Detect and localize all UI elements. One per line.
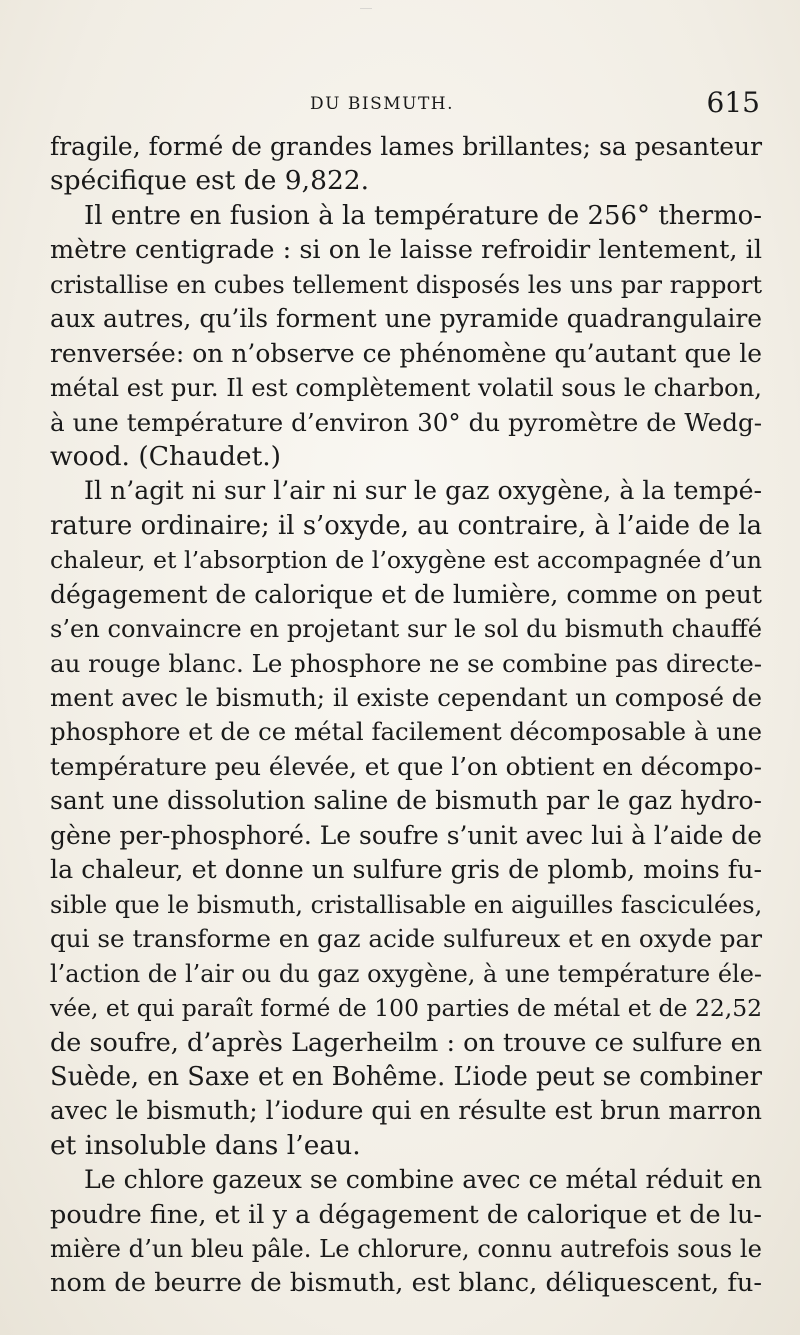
text-line: température peu élevée, et que l’on obtient en décompo- [50, 751, 762, 781]
text-line: wood. (Chaudet.) [50, 440, 282, 472]
text-line: fragile, formé de grandes lames brillantes; sa pesanteur [50, 132, 762, 161]
text-line: sant une dissolution saline de bismuth par le gaz hydro- [50, 786, 762, 816]
text-line: Le chlore gazeux se combine avec ce métal réduit en [84, 1165, 763, 1195]
page-header [50, 88, 760, 122]
text-line: avec le bismuth; l’iodure qui en résulte est brun marron [50, 1096, 762, 1126]
text-line: vée, et qui paraît formé de 100 parties de métal et de 22,52 [50, 993, 762, 1022]
text-line: qui se transforme en gaz acide sulfureux et en oxyde par [50, 924, 762, 954]
text-line: ment avec le bismuth; il existe cependant un composé de [50, 683, 762, 712]
text-line: rature ordinaire; il s’oxyde, au contraire, à l’aide de la [50, 510, 762, 541]
text-line: nom de beurre de bismuth, est blanc, déliquescent, fu- [50, 1268, 762, 1299]
text-line: la chaleur, et donne un sulfure gris de plomb, moins fu- [50, 855, 762, 885]
page-number: 615 [706, 86, 760, 119]
text-line: Il entre en fusion à la température de 256° thermo- [84, 200, 762, 231]
text-line: métal est pur. Il est complètement volatil sous le charbon, [50, 374, 762, 403]
text-line: mètre centigrade : si on le laisse refroidir lentement, il [50, 235, 762, 266]
text-line: à une température d’environ 30° du pyromètre de Wedg- [50, 407, 762, 437]
running-title: DU BISMUTH. [310, 94, 455, 114]
text-line: cristallise en cubes tellement disposés les uns par rapport [50, 270, 762, 299]
text-line: chaleur, et l’absorption de l’oxygène est accompagnée d’un [50, 546, 762, 575]
text-line: l’action de l’air ou du gaz oxygène, à une température éle- [50, 959, 762, 988]
text-line: de soufre, d’après Lagerheilm : on trouve ce sulfure en [50, 1027, 762, 1058]
text-line: spécifique est de 9,822. [50, 165, 370, 197]
text-line: renversée: on n’observe ce phénomène qu’autant que le [50, 338, 762, 368]
text-line: aux autres, qu’ils forment une pyramide quadrangulaire [50, 304, 762, 334]
text-line: sible que le bismuth, cristallisable en aiguilles fasciculées, [50, 890, 763, 919]
text-line: au rouge blanc. Le phosphore ne se combine pas directe- [50, 648, 763, 678]
text-line: mière d’un bleu pâle. Le chlorure, connu autrefois sous le [50, 1235, 762, 1263]
text-line: Il n’agit ni sur l’air ni sur le gaz oxygène, à la tempé- [84, 476, 762, 506]
text-line: s’en convaincre en projetant sur le sol du bismuth chauffé [50, 615, 762, 644]
text-line: Suède, en Saxe et en Bohême. L’iode peut se combiner [50, 1061, 762, 1092]
text-line: gène per-phosphoré. Le soufre s’unit avec lui à l’aide de [50, 820, 762, 850]
text-line: dégagement de calorique et de lumière, comme on peut [50, 579, 762, 609]
text-line: poudre fine, et il y a dégagement de calorique et de lu- [50, 1199, 762, 1230]
text-line: et insoluble dans l’eau. [50, 1129, 361, 1161]
top-ornament [360, 0, 372, 9]
body-text [50, 130, 762, 1301]
text-line: phosphore et de ce métal facilement décomposable à une [50, 717, 762, 747]
